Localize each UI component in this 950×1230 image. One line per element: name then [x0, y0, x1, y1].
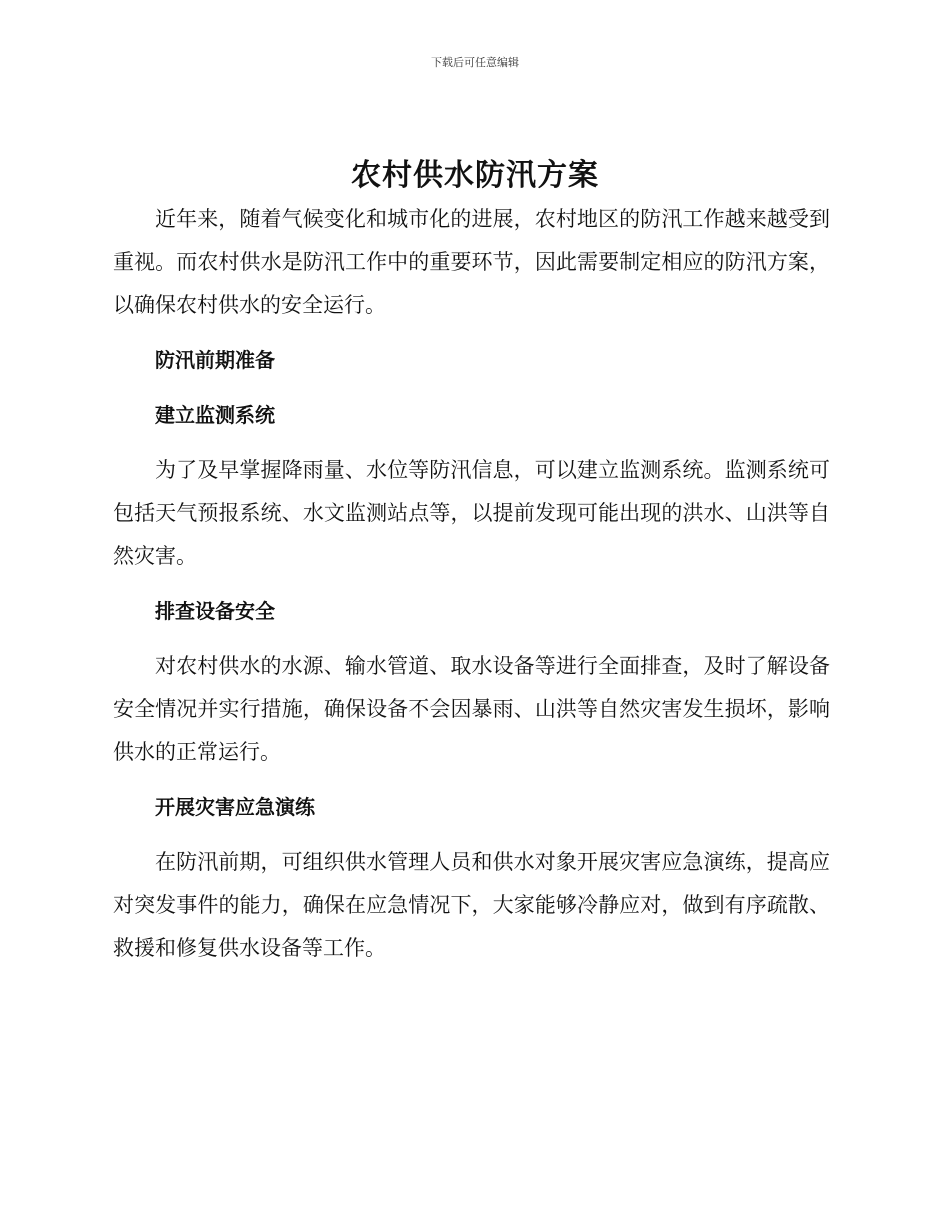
paragraph-equipment-safety: 对农村供水的水源、输水管道、取水设备等进行全面排查，及时了解设备安全情况并实行措施，确保设备不会因暴雨、山洪等自然灾害发生损坏，影响供水的正常运行。 — [113, 654, 830, 764]
subheading-emergency-drill: 开展灾害应急演练 — [155, 795, 315, 819]
document-body — [113, 198, 830, 970]
subheading-monitoring-system: 建立监测系统 — [155, 403, 275, 427]
document-title: 农村供水防汛方案 — [351, 158, 599, 193]
paragraph-monitoring-system: 为了及早掌握降雨量、水位等防汛信息，可以建立监测系统。监测系统可包括天气预报系统、水文监测站点等，以提前发现可能出现的洪水、山洪等自然灾害。 — [113, 458, 830, 568]
section-heading-preparation: 防汛前期准备 — [155, 348, 275, 372]
paragraph-emergency-drill: 在防汛前期，可组织供水管理人员和供水对象开展灾害应急演练，提高应对突发事件的能力，确保在应急情况下，大家能够冷静应对，做到有序疏散、救援和修复供水设备等工作。 — [113, 850, 830, 960]
intro-paragraph: 近年来，随着气候变化和城市化的进展，农村地区的防汛工作越来越受到重视。而农村供水是防汛工作中的重要环节，因此需要制定相应的防汛方案，以确保农村供水的安全运行。 — [113, 207, 830, 317]
subheading-equipment-safety: 排查设备安全 — [155, 599, 275, 623]
header-note: 下载后可任意编辑 — [431, 56, 519, 69]
